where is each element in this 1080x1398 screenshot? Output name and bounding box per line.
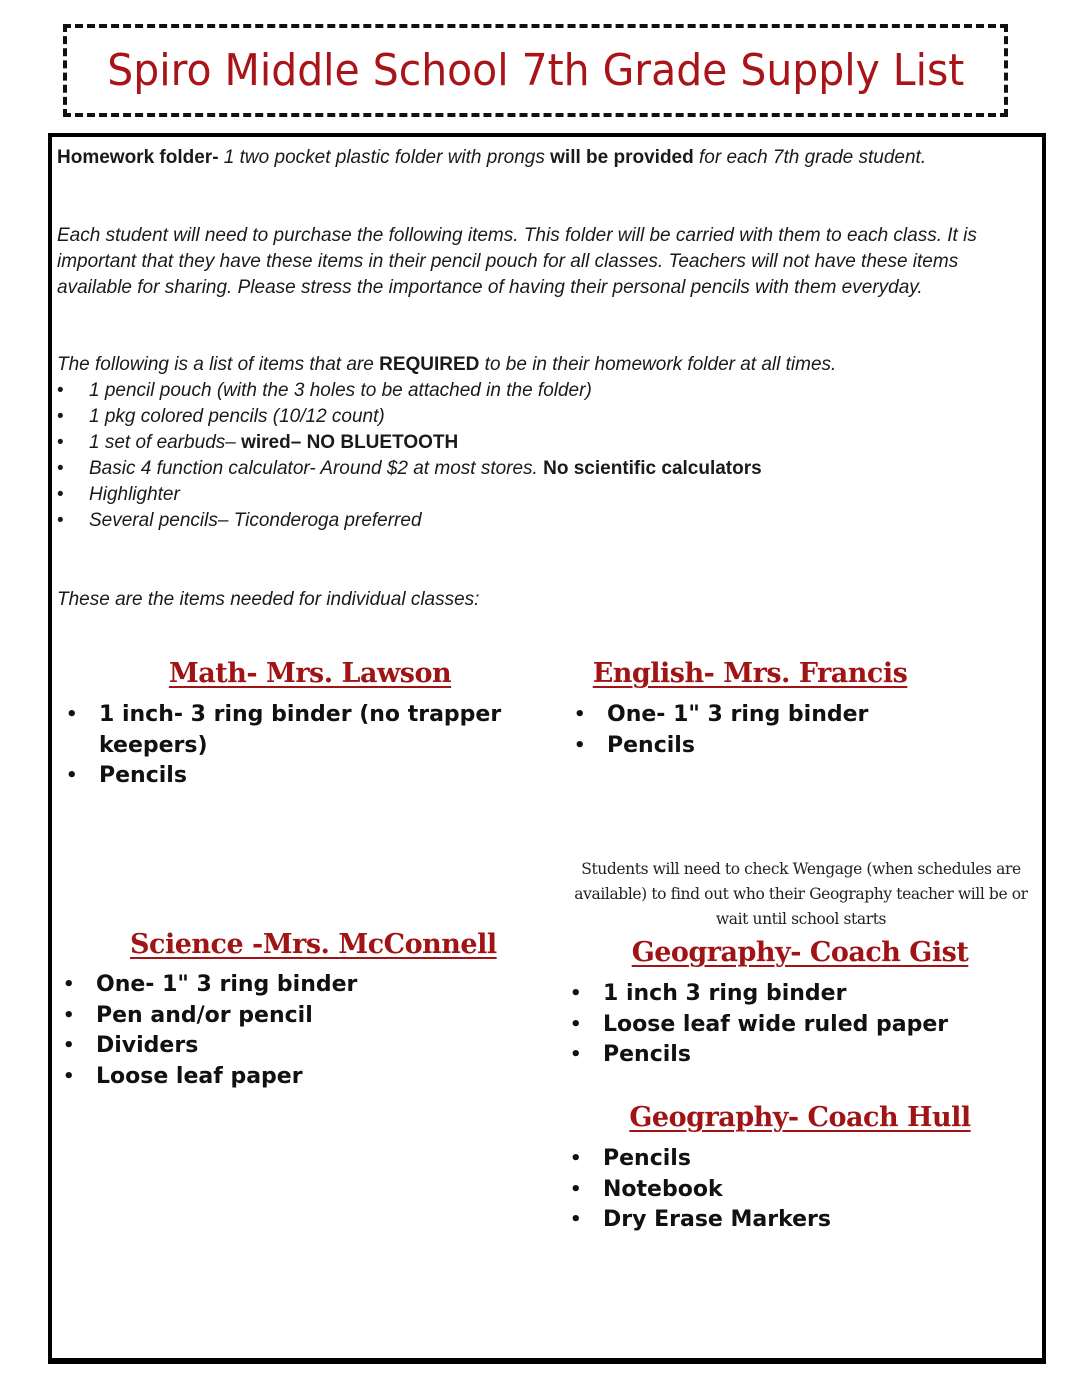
science-items-list (63, 970, 503, 1092)
list-item (57, 508, 1032, 534)
list-item (57, 404, 1032, 430)
item-text: 1 pkg colored pencils (10/12 count) (89, 406, 385, 427)
required-paragraph (57, 352, 1032, 378)
list-item: • Pencils (66, 761, 506, 792)
item-bold: wired– NO BLUETOOTH (241, 432, 459, 453)
list-item: • One- 1" 3 ring binder (63, 970, 503, 1001)
classes-intro: These are the items needed for individual classes: (57, 589, 480, 610)
item-text: 1 pencil pouch (with the 3 holes to be attached in the folder) (89, 380, 592, 401)
item-bold: No scientific calculators (543, 458, 762, 479)
list-item: • 1 inch- 3 ring binder (no trapper keepers) (66, 700, 506, 761)
list-item: • 1 inch 3 ring binder (570, 979, 1030, 1010)
math-heading: Math- Mrs. Lawson (168, 658, 452, 689)
geography-gist-heading: Geography- Coach Gist (631, 937, 969, 968)
homework-folder-text: 1 two pocket plastic folder with prongs (218, 147, 551, 168)
item-text: 1 set of earbuds– (89, 432, 242, 453)
geography-hull-heading: Geography- Coach Hull (629, 1102, 971, 1133)
homework-folder-paragraph (57, 145, 1032, 171)
required-text-end: to be in their homework folder at all times. (479, 354, 837, 375)
item-text: Highlighter (89, 484, 180, 505)
list-item: • Pencils (574, 731, 1014, 762)
math-items-list (66, 700, 506, 792)
purchase-paragraph: Each student will need to purchase the following items. This folder will be carried with them to each class. It is important that they have these items in their pencil pouch for all classes. Teachers will not have these items available for sharing. Please stress the importance of having their personal pencils with them everyday. (57, 225, 977, 298)
list-item (57, 482, 1032, 508)
homework-folder-text-end: for each 7th grade student. (693, 147, 927, 168)
homework-folder-provided: will be provided (550, 147, 694, 168)
required-items-list (57, 378, 1032, 534)
item-text: Several pencils– Ticonderoga preferred (89, 510, 422, 531)
list-item: • Dry Erase Markers (570, 1205, 1030, 1236)
geography-note: Students will need to check Wengage (when schedules are available) to find out who their Geography teacher will be or wait until school starts (574, 860, 1028, 928)
list-item: • Pencils (570, 1040, 1030, 1071)
english-items-list (574, 700, 1014, 761)
list-item: • Pen and/or pencil (63, 1001, 503, 1032)
list-item (57, 378, 1032, 404)
list-item: • Loose leaf paper (63, 1062, 503, 1093)
homework-folder-label: Homework folder- (57, 147, 219, 168)
list-item: • One- 1" 3 ring binder (574, 700, 1014, 731)
title-box (63, 24, 1008, 117)
list-item (57, 456, 1032, 482)
english-heading: English- Mrs. Francis (592, 658, 908, 689)
list-item: • Notebook (570, 1175, 1030, 1206)
required-bold: REQUIRED (379, 354, 480, 375)
science-heading: Science -Mrs. McConnell (130, 929, 497, 960)
list-item (57, 430, 1032, 456)
item-text: Basic 4 function calculator- Around $2 at most stores. (89, 458, 544, 479)
geography-gist-items-list (570, 979, 1030, 1071)
required-text: The following is a list of items that are (57, 354, 380, 375)
list-item: • Pencils (570, 1144, 1030, 1175)
geography-hull-items-list (570, 1144, 1030, 1236)
list-item: • Dividers (63, 1031, 503, 1062)
page-title: Spiro Middle School 7th Grade Supply List (106, 45, 965, 96)
list-item: • Loose leaf wide ruled paper (570, 1010, 1030, 1041)
